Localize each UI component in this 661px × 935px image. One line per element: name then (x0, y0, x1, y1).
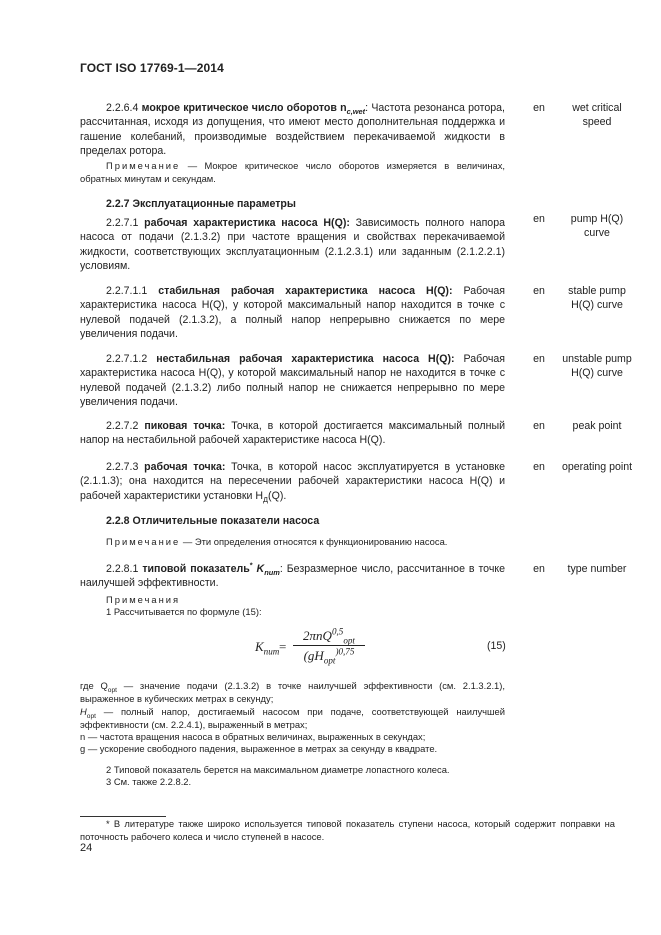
clause-2-2-8-1: 2.2.8.1 типовой показатель* $K_{num}$: Безразмерное число, рассчитанное в точке наилучшей эффективности. (80, 560, 505, 590)
where-h: $H_{opt}$ — полный напор, достигаемый насосом при подаче, соответствующей наилучшей эффективности (см. 2.2.4.1), выраженный в метрах; (80, 706, 505, 730)
note-2: 2 Типовой показатель берется на максимальном диаметре лопастного колеса. (106, 764, 450, 775)
footnote: * В литературе также широко используется типовой показатель ступени насоса, который содержит поправки на поточность рабочего колеса и число ступеней в насосе. (80, 818, 615, 842)
where-q: где $Q_{opt}$ — значение подачи (2.1.3.2) в точке наилучшей эффективности (см. 2.1.3.2.1), выраженное в кубических метрах в секунду; (80, 680, 505, 704)
clause-2-2-7-2: 2.2.7.2 пиковая точка: Точка, в которой достигается максимальный полный напор на нестабильной рабочей характеристике насоса H(Q). (80, 420, 505, 447)
document-page: ГОСТ ISO 17769-1—2014 2.2.6.4 мокрое критическое число оборотов $n_{c,wet}$: Частота резонанса ротора, рассчитанная, исходя из допущения, что имеют место дополнительная поддержка и гашение колебаний, производимые воздействием перекачиваемой жидкости в пределах ротора. en wet critical speed Примечание — Мокрое критическое число оборотов измеряется в величинах, обратных минутам и секундам. 2.2.7 Эксплуатационные параметры 2.2.7.1 рабочая характеристика насоса H(Q): Зависимость полного напора насоса от подачи (2.1.3.2) при частоте вращения и свойствах перекачиваемой жидкости, соответствующих эксплуатационным (2.1.2.3.1) или заданным (2.1.2.2.1) условиям. en pump H(Q) curve 2.2.7.1.1 стабильная рабочая характеристика насоса H(Q): Рабочая характеристика насоса H(Q), у которой максимальный напор находится в точке с нулевой подачей (2.1.3.2), а полный напор непрерывно снижается по мере увеличения подачи. en stable pump H(Q) curve 2.2.7.1.2 нестабильная рабочая характеристика насоса H(Q): Рабочая характеристика насоса H(Q), у которой максимальный напор не находится в точке с нулевой подачей (2.1.3.2) либо полный напор не снижается непрерывно по мере увеличения подачи. en unstable pump H(Q) curve 2.2.7.2 пиковая точка: Точка, в которой достигается максимальный полный напор на нестабильной рабочей характеристике насоса H(Q). en peak point 2.2.7.3 рабочая точка: Точка, в которой насос эксплуатируется в установке (2.1.1.3); она находится на пересечении рабочей характеристики насоса H(Q) и рабочей характеристики установки $H_Д(Q)$. en operating point 2.2.8 Отличительные показатели насоса Примечание — Эти определения относятся к функционированию насоса. 2.2.8.1 типовой показатель* $K_{num}$: Безразмерное число, рассчитанное в точке наилучшей эффективности. en type number Примечания 1 Рассчитывается по формуле (15): $K_{num}$ = 2πnQ$^{0,5}_{opt}$ ($gH_{opt}^{)0,75}$ (15) где $Q_{opt}$ — значение подачи (2.1.3.2) в точке наилучшей эффективности (см. 2.1.3.2.1), выраженное в кубических метрах в секунду; $H_{opt}$ — полный напор, достигаемый насосом при подаче, соответствующей наилучшей эффективности (см. 2.2.4.1), выраженный в метрах; n — частота вращения насоса в обратных величинах, выраженных в секундах; g — ускорение свободного падения, выраженное в метрах за секунду в квадрате. 2 Типовой показатель берется на максимальном диаметре лопастного колеса. 3 См. также 2.2.8.2. * В литературе также широко используется типовой показатель ступени насоса, который содержит поправки на поточность рабочего колеса и число ступеней в насосе. 24 (80, 61, 633, 854)
section-2-2-8: 2.2.8 Отличительные показатели насоса (106, 515, 320, 527)
formula-15: $K_{num}$ = 2πnQ$^{0,5}_{opt}$ ($gH_{opt}^{)0,75}$ (255, 628, 375, 664)
where-g: g — ускорение свободного падения, выраженное в метрах за секунду в квадрате. (80, 743, 438, 754)
clause-2-2-6-4: 2.2.6.4 мокрое критическое число оборотов $n_{c,wet}$: Частота резонанса ротора, рассчитанная, исходя из допущения, что имеют место дополнительная поддержка и гашение колебаний, производимые воздействием перекачиваемой жидкости в пределах ротора. (80, 102, 505, 157)
document-header: ГОСТ ISO 17769-1—2014 (80, 61, 224, 75)
notes-label: Примечания (106, 594, 181, 605)
note-1: 1 Рассчитывается по формуле (15): (106, 606, 262, 617)
clause-2-2-7-3: 2.2.7.3 рабочая точка: Точка, в которой насос эксплуатируется в установке (2.1.1.3); она находится на пересечении рабочей характеристики насоса H(Q) и рабочей характеристики установки $H_Д(Q)$. (80, 461, 505, 504)
section-2-2-7: 2.2.7 Эксплуатационные параметры (106, 198, 296, 210)
note-3: 3 См. также 2.2.8.2. (106, 776, 192, 787)
note-2-2-6-4: Примечание — Мокрое критическое число оборотов измеряется в величинах, обратных минутам и секундам. (80, 160, 505, 184)
clause-2-2-7-1: 2.2.7.1 рабочая характеристика насоса H(Q): Зависимость полного напора насоса от подачи (2.1.3.2) при частоте вращения и свойствах перекачиваемой жидкости, соответствующих эксплуатационным (2.1.2.3.1) или заданным (2.1.2.2.1) условиям. (80, 217, 505, 272)
where-n: n — частота вращения насоса в обратных величинах, выраженных в секундах; (80, 731, 426, 742)
page-number: 24 (80, 842, 93, 854)
formula-number: (15) (487, 640, 506, 652)
clause-2-2-7-1-1: 2.2.7.1.1 стабильная рабочая характеристика насоса H(Q): Рабочая характеристика насоса H(Q), у которой максимальный напор находится в точке с нулевой подачей (2.1.3.2), а полный напор непрерывно снижается по мере увеличения подачи. (80, 285, 505, 340)
note-2-2-8: Примечание — Эти определения относятся к функционированию насоса. (106, 536, 448, 547)
clause-2-2-7-1-2: 2.2.7.1.2 нестабильная рабочая характеристика насоса H(Q): Рабочая характеристика насоса H(Q), у которой максимальный напор не находится в точке с нулевой подачей (2.1.3.2) либо полный напор не снижается непрерывно по мере увеличения подачи. (80, 353, 505, 408)
footnote-rule (80, 816, 166, 817)
term: мокрое критическое число оборотов $n_{c,wet}$ (141, 102, 366, 117)
